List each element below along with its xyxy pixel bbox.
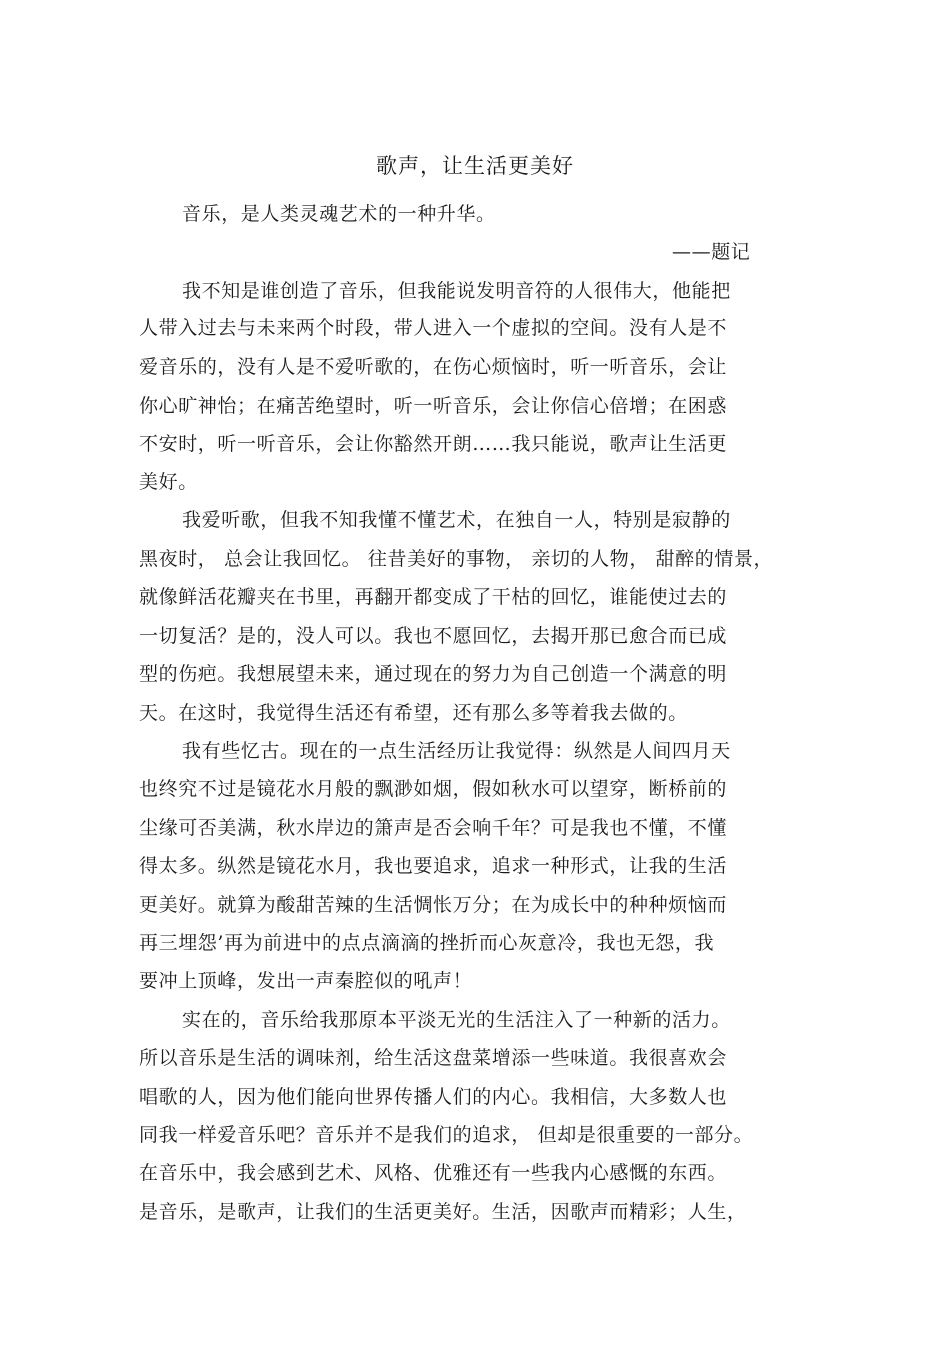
text-line: 得太多。纵然是镜花水月，我也要追求，追求一种形式，让我的生活 [139,855,728,877]
text-line: 天。在这时，我觉得生活还有希望，还有那么多等着我去做的。 [139,702,688,724]
text-line: 尘缘可否美满，秋水岸边的箫声是否会响千年？可是我也不懂，不懂 [139,817,728,839]
text-line: 人带入过去与未来两个时段，带人进入一个虚拟的空间。没有人是不 [139,317,728,339]
text-line: 同我一样爱音乐吧？音乐并不是我们的追求， 但却是很重要的一部分。 [139,1124,754,1146]
text-line: 黑夜时， 总会让我回忆。 往昔美好的事物， 亲切的人物， 甜醉的情景， [139,548,774,570]
text-line: 爱音乐的，没有人是不爱听歌的，在伤心烦恼时，听一听音乐，会让 [139,356,728,378]
text-line: 你心旷神怡；在痛苦绝望时，听一听音乐，会让你信心倍增；在困惑 [139,395,728,417]
text-line: 也终究不过是镜花水月般的飘渺如烟，假如秋水可以望穿，断桥前的 [139,778,728,800]
text-line: 我不知是谁创造了音乐，但我能说发明音符的人很伟大，他能把 [182,280,731,302]
text-line: 就像鲜活花瓣夹在书里，再翻开都变成了干枯的回忆，谁能使过去的 [139,586,728,608]
text-line: 一切复活？是的，没人可以。我也不愿回忆，去揭开那已愈合而已成 [139,625,728,647]
text-line: 在音乐中，我会感到艺术、风格、优雅还有一些我内心感慨的东西。 [139,1162,728,1184]
text-line: 型的伤疤。我想展望未来，通过现在的努力为自己创造一个满意的明 [139,663,728,685]
text-line: 要冲上顶峰，发出一声秦腔似的吼声！ [139,970,473,992]
text-line: 美好。 [139,471,198,493]
text-line: 我有些忆古。现在的一点生活经历让我觉得：纵然是人间四月天 [182,740,731,762]
epigraph: 音乐，是人类灵魂艺术的一种升华。 [182,203,496,225]
text-line: 不安时，听一听音乐，会让你豁然开朗……我只能说，歌声让生活更 [139,433,728,455]
epigraph-signature: ——题记 [672,241,751,263]
text-line: 所以音乐是生活的调味剂，给生活这盘菜增添一些味道。我很喜欢会 [139,1047,728,1069]
document-title: 歌声，让生活更美好 [376,154,574,178]
text-line: 是音乐，是歌声，让我们的生活更美好。生活，因歌声而精彩；人生， [139,1201,747,1223]
text-line: 我爱听歌，但我不知我懂不懂艺术，在独自一人，特别是寂静的 [182,509,731,531]
text-line: 唱歌的人，因为他们能向世界传播人们的内心。我相信，大多数人也 [139,1086,728,1108]
text-line: 实在的，音乐给我那原本平淡无光的生活注入了一种新的活力。 [182,1009,731,1031]
text-line: 更美好。就算为酸甜苦辣的生活惆怅万分；在为成长中的种种烦恼而 [139,894,728,916]
text-line: 再三埋怨’再为前进中的点点滴滴的挫折而心灰意冷，我也无怨，我 [139,932,715,954]
